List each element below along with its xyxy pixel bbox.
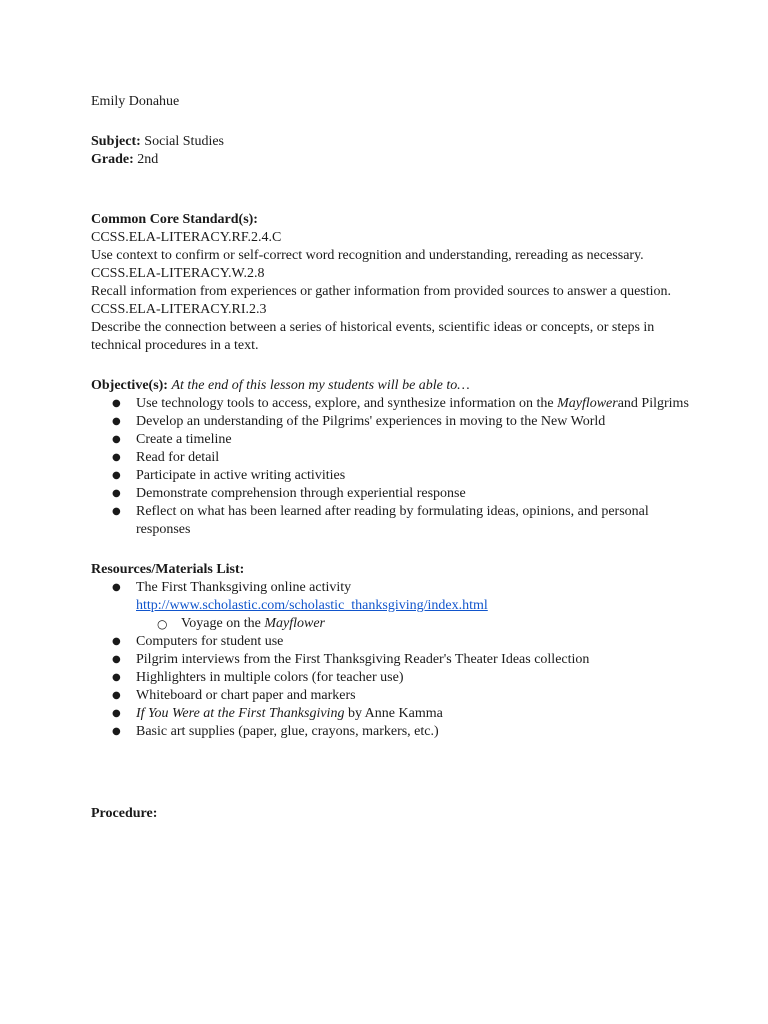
subject-line — [91, 133, 691, 151]
list-item: ● Use technology tools to access, explore, and synthesize information on the Mayflowerand Pilgrims — [91, 395, 691, 413]
standard-text: Recall information from experiences or gather information from provided sources to answer a question. — [91, 284, 672, 299]
standards-heading: Common Core Standard(s): — [91, 212, 258, 227]
scholastic-link[interactable]: http://www.scholastic.com/scholastic_thanksgiving/index.html — [136, 598, 488, 613]
list-item: ● Pilgrim interviews from the First Thanksgiving Reader's Theater Ideas collection — [91, 651, 691, 669]
list-item: ● Reflect on what has been learned after reading by formulating ideas, opinions, and personal responses — [91, 503, 691, 539]
procedure-heading: Procedure: — [91, 806, 158, 821]
resources-list — [91, 579, 691, 741]
list-item: ● Highlighters in multiple colors (for teacher use) — [91, 669, 691, 687]
list-item: ● The First Thanksgiving online activity http://www.scholastic.com/scholastic_thanksgiving/index.html ○ Voyage on the Mayflower — [91, 579, 691, 633]
resources-heading: Resources/Materials List: — [91, 562, 245, 577]
objectives-heading: Objective(s): At the end of this lesson my students will be able to… — [91, 378, 470, 393]
list-item: ● If You Were at the First Thanksgiving by Anne Kamma — [91, 705, 691, 723]
standard-text: Use context to confirm or self-correct word recognition and understanding, rereading as necessary. — [91, 248, 644, 263]
standard-code: CCSS.ELA-LITERACY.RI.2.3 — [91, 302, 267, 317]
list-item: ● Develop an understanding of the Pilgrims' experiences in moving to the New World — [91, 413, 691, 431]
grade-line — [91, 151, 691, 169]
standard-code: CCSS.ELA-LITERACY.W.2.8 — [91, 266, 265, 281]
objectives-intro: At the end of this lesson my students will be able to… — [171, 378, 470, 393]
list-item: ● Participate in active writing activities — [91, 467, 691, 485]
grade-label: Grade: — [91, 152, 134, 167]
list-item: ● Whiteboard or chart paper and markers — [91, 687, 691, 705]
list-item: ● Basic art supplies (paper, glue, crayons, markers, etc.) — [91, 723, 691, 741]
grade-value: 2nd — [137, 152, 159, 167]
standard-code: CCSS.ELA-LITERACY.RF.2.4.C — [91, 230, 282, 245]
standard-text: Describe the connection between a series of historical events, scientific ideas or concepts, or steps in technical procedures in a text. — [91, 320, 655, 353]
list-item: ● Demonstrate comprehension through experiential response — [91, 485, 691, 503]
list-item: ● Read for detail — [91, 449, 691, 467]
document-page — [91, 93, 691, 823]
objectives-list — [91, 395, 691, 539]
list-item: ● Create a timeline — [91, 431, 691, 449]
sub-list — [136, 615, 691, 633]
subject-label: Subject: — [91, 134, 141, 149]
subject-value: Social Studies — [144, 134, 225, 149]
author-name: Emily Donahue — [91, 94, 180, 109]
list-item: ● Computers for student use — [91, 633, 691, 651]
list-item: ○ Voyage on the Mayflower — [136, 615, 691, 633]
